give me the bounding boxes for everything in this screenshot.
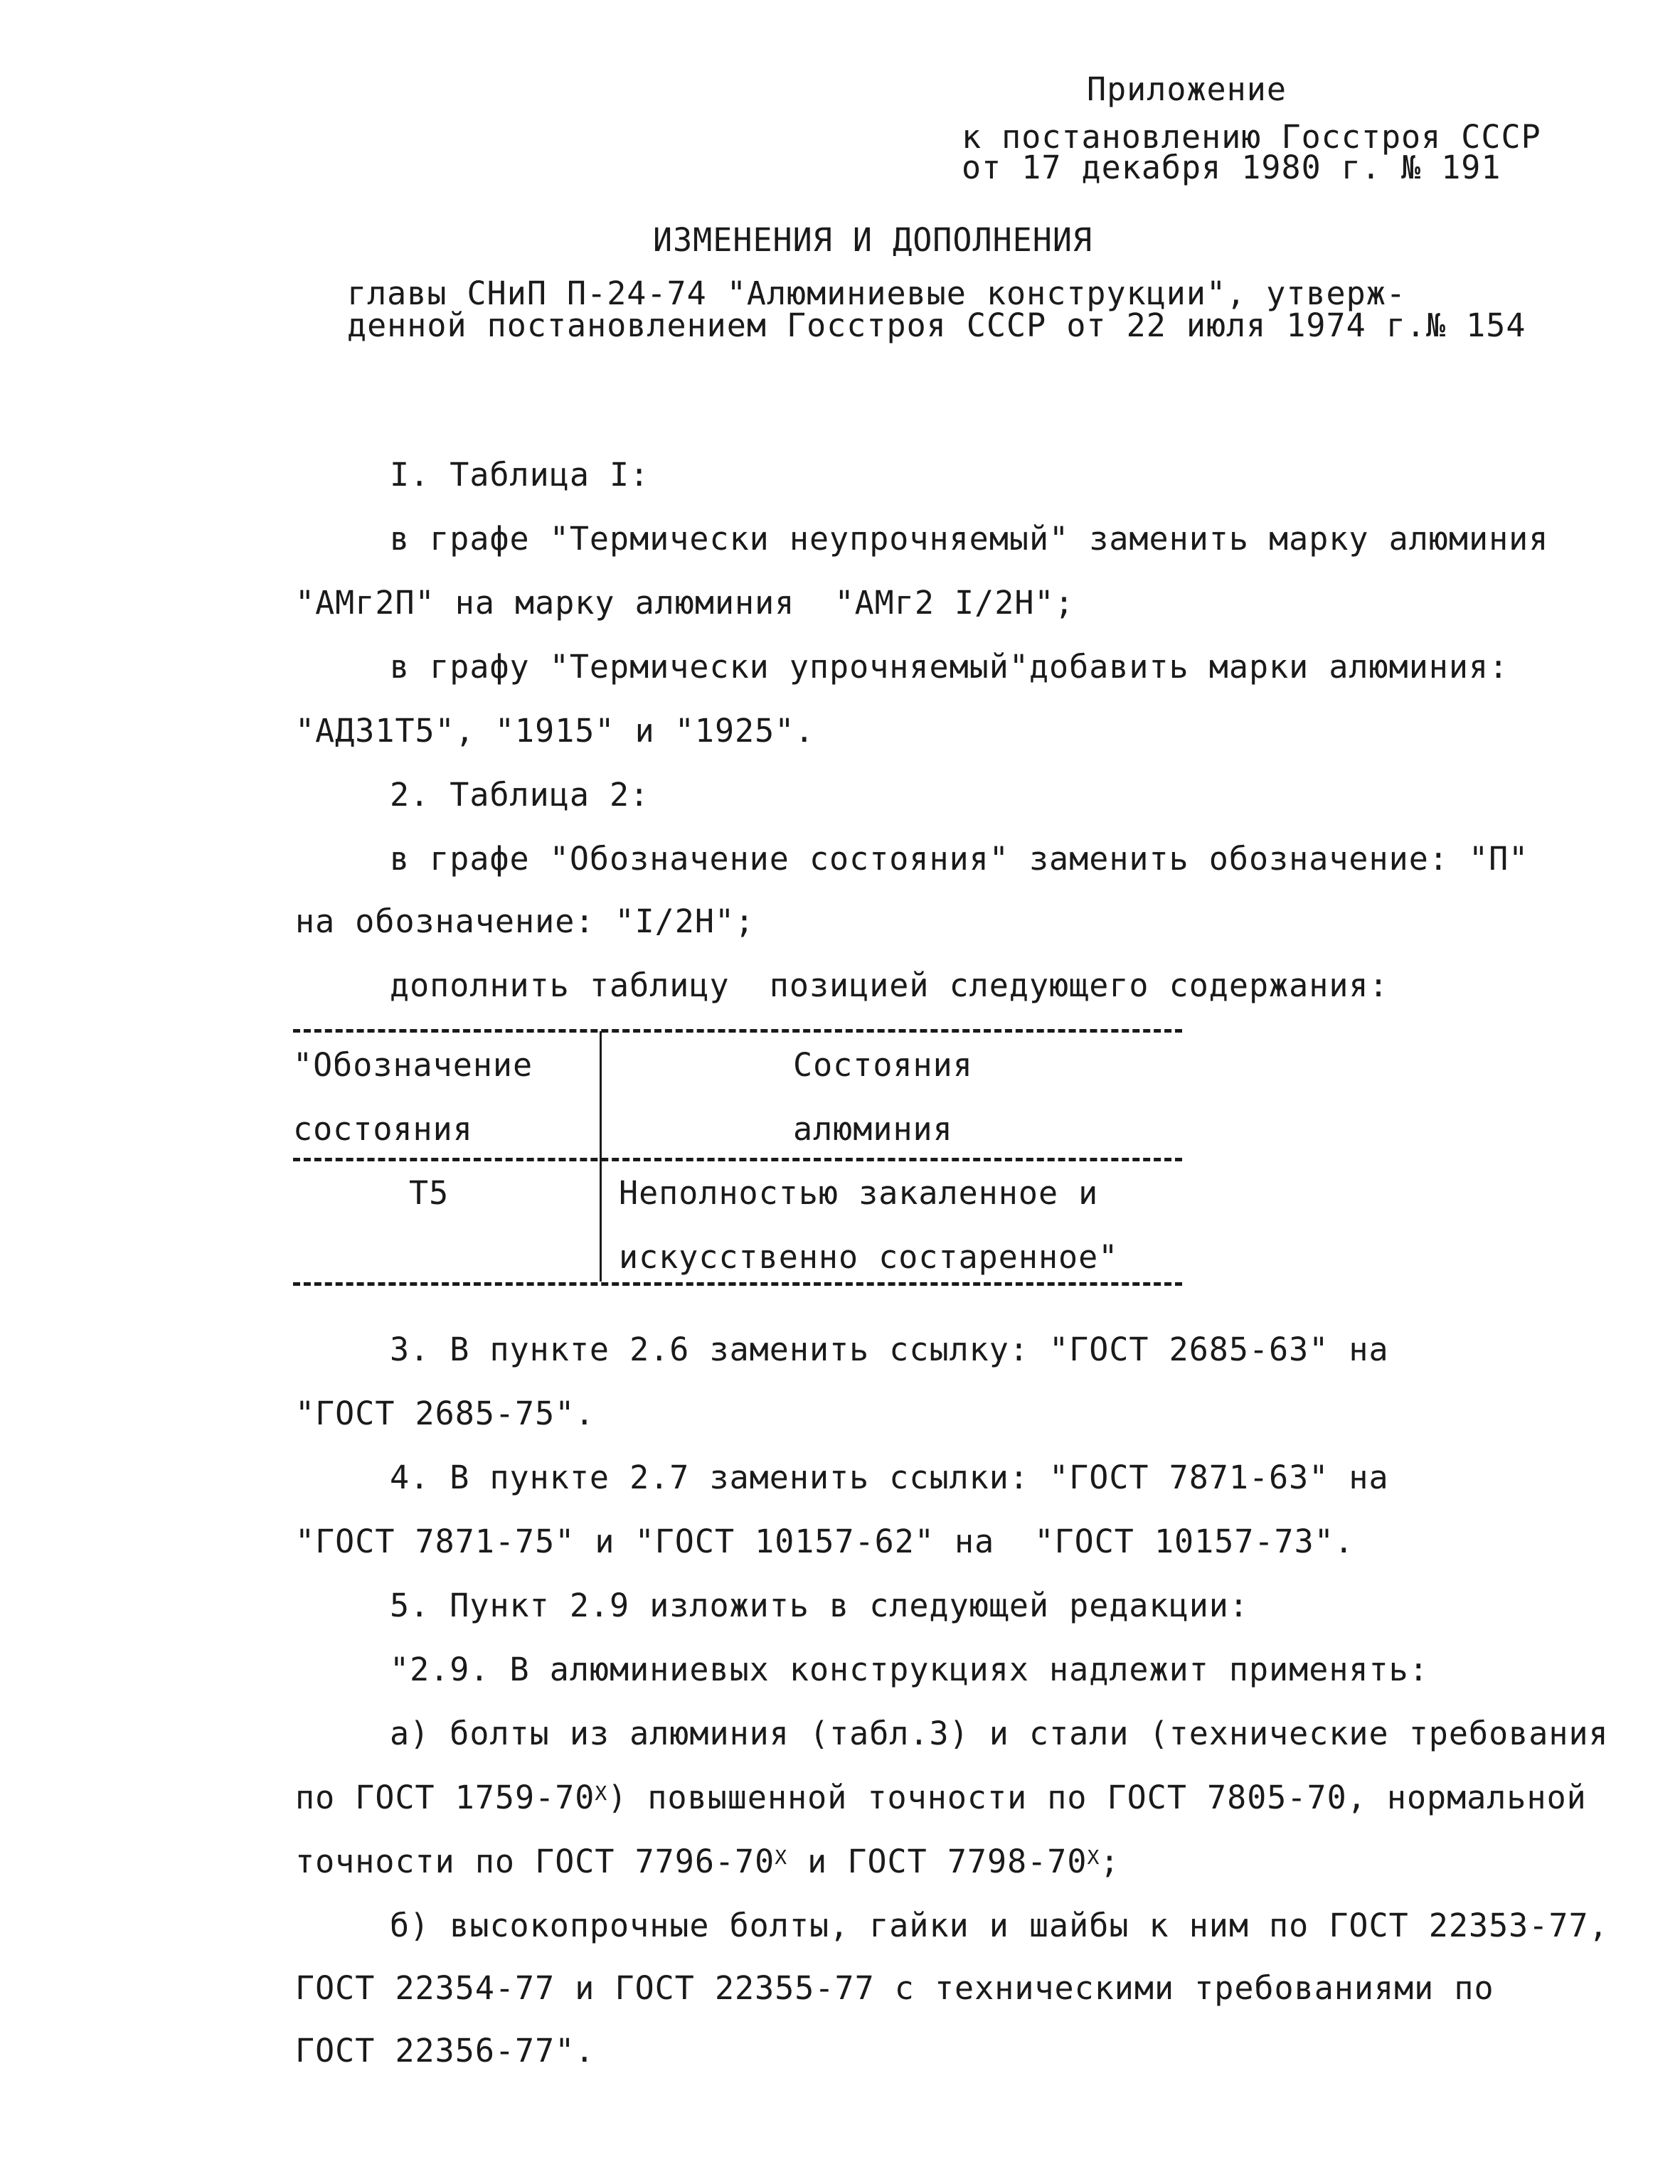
item-2-line3: дополнить таблицу позицией следующего содержания:	[390, 966, 1389, 1004]
table-column-divider	[600, 1031, 602, 1282]
item-4-line2: "ГОСТ 7871-75" и "ГОСТ 10157-62" на "ГОСТ 10157-73".	[295, 1523, 1354, 1560]
document-title: ИЗМЕНЕНИЯ И ДОПОЛНЕНИЯ	[653, 221, 1093, 259]
item-5a-line3-text-a: точности по ГОСТ 7796-70	[295, 1843, 775, 1880]
resolution-date: от 17 декабря 1980 г. № 191	[962, 149, 1501, 186]
item-2-heading: 2. Таблица 2:	[390, 776, 650, 814]
item-5-heading: 5. Пункт 2.9 изложить в следующей редакции:	[390, 1587, 1249, 1624]
item-2-line2: на обозначение: "I/2Н";	[295, 902, 755, 940]
item-1-line3: в графу "Термически упрочняемый"добавить марки алюминия:	[390, 648, 1509, 686]
document-subtitle-line2: денной постановлением Госстроя СССР от 22 июля 1974 г.№ 154	[347, 307, 1526, 344]
table-header-col2-line2: алюминия	[793, 1110, 953, 1148]
item-1-line4: "АД31Т5", "1915" и "1925".	[295, 712, 815, 750]
item-5a-line2	[295, 1778, 1587, 1818]
item-3-line2: "ГОСТ 2685-75".	[295, 1395, 595, 1432]
item-2-line1: в графе "Обозначение состояния" заменить обозначение: "П"	[390, 840, 1529, 878]
item-5a-line2-text-b: ) повышенной точности по ГОСТ 7805-70, нормальной	[607, 1779, 1587, 1816]
item-4-line1: 4. В пункте 2.7 заменить ссылки: "ГОСТ 7871-63" на	[390, 1459, 1389, 1496]
item-5a-line3-superscript1: X	[775, 1845, 788, 1869]
table-row-col1: Т5	[409, 1174, 450, 1212]
item-5b-line1: б) высокопрочные болты, гайки и шайбы к ним по ГОСТ 22353-77,	[390, 1907, 1609, 1944]
table-header-col1-line2: состояния	[293, 1110, 473, 1148]
item-5a-line2-text-a: по ГОСТ 1759-70	[295, 1779, 595, 1816]
item-1-line2: "АМг2П" на марку алюминия "АМг2 I/2Н";	[295, 584, 1075, 622]
item-5a-line3-text-c: ;	[1100, 1843, 1120, 1880]
item-5b-line2: ГОСТ 22354-77 и ГОСТ 22355-77 с техническими требованиями по	[295, 1969, 1494, 2007]
document-subtitle-line1: главы СНиП П-24-74 "Алюминиевые конструкции", утверж-	[347, 275, 1406, 312]
item-5a-line2-superscript: X	[595, 1781, 608, 1805]
table-top-rule	[293, 1029, 1182, 1033]
table-row-col2-line1: Неполностью закаленное и	[619, 1174, 1099, 1212]
item-5a-line3-superscript2: X	[1087, 1845, 1100, 1869]
resolution-ref: к постановлению Госстроя СССР	[962, 118, 1541, 156]
item-1-line1: в графе "Термически неупрочняемый" заменить марку алюминия	[390, 520, 1549, 558]
table-bottom-rule	[293, 1282, 1182, 1286]
item-5a-line1: а) болты из алюминия (табл.3) и стали (технические требования	[390, 1715, 1609, 1752]
table-row-col2-line2: искусственно состаренное"	[619, 1238, 1119, 1276]
item-3-line1: 3. В пункте 2.6 заменить ссылку: "ГОСТ 2685-63" на	[390, 1331, 1389, 1368]
item-5b-line3: ГОСТ 22356-77".	[295, 2032, 595, 2070]
table-header-col1-line1: "Обозначение	[293, 1046, 533, 1084]
item-1-heading: I. Таблица I:	[390, 456, 650, 494]
item-5-line1: "2.9. В алюминиевых конструкциях надлежит применять:	[390, 1651, 1429, 1688]
item-5a-line3	[295, 1842, 1120, 1882]
appendix-label: Приложение	[1087, 70, 1287, 108]
item-5a-line3-text-b: и ГОСТ 7798-70	[787, 1843, 1088, 1880]
table-header-col2-line1: Состояния	[793, 1046, 973, 1084]
table-header-rule	[293, 1158, 1182, 1161]
